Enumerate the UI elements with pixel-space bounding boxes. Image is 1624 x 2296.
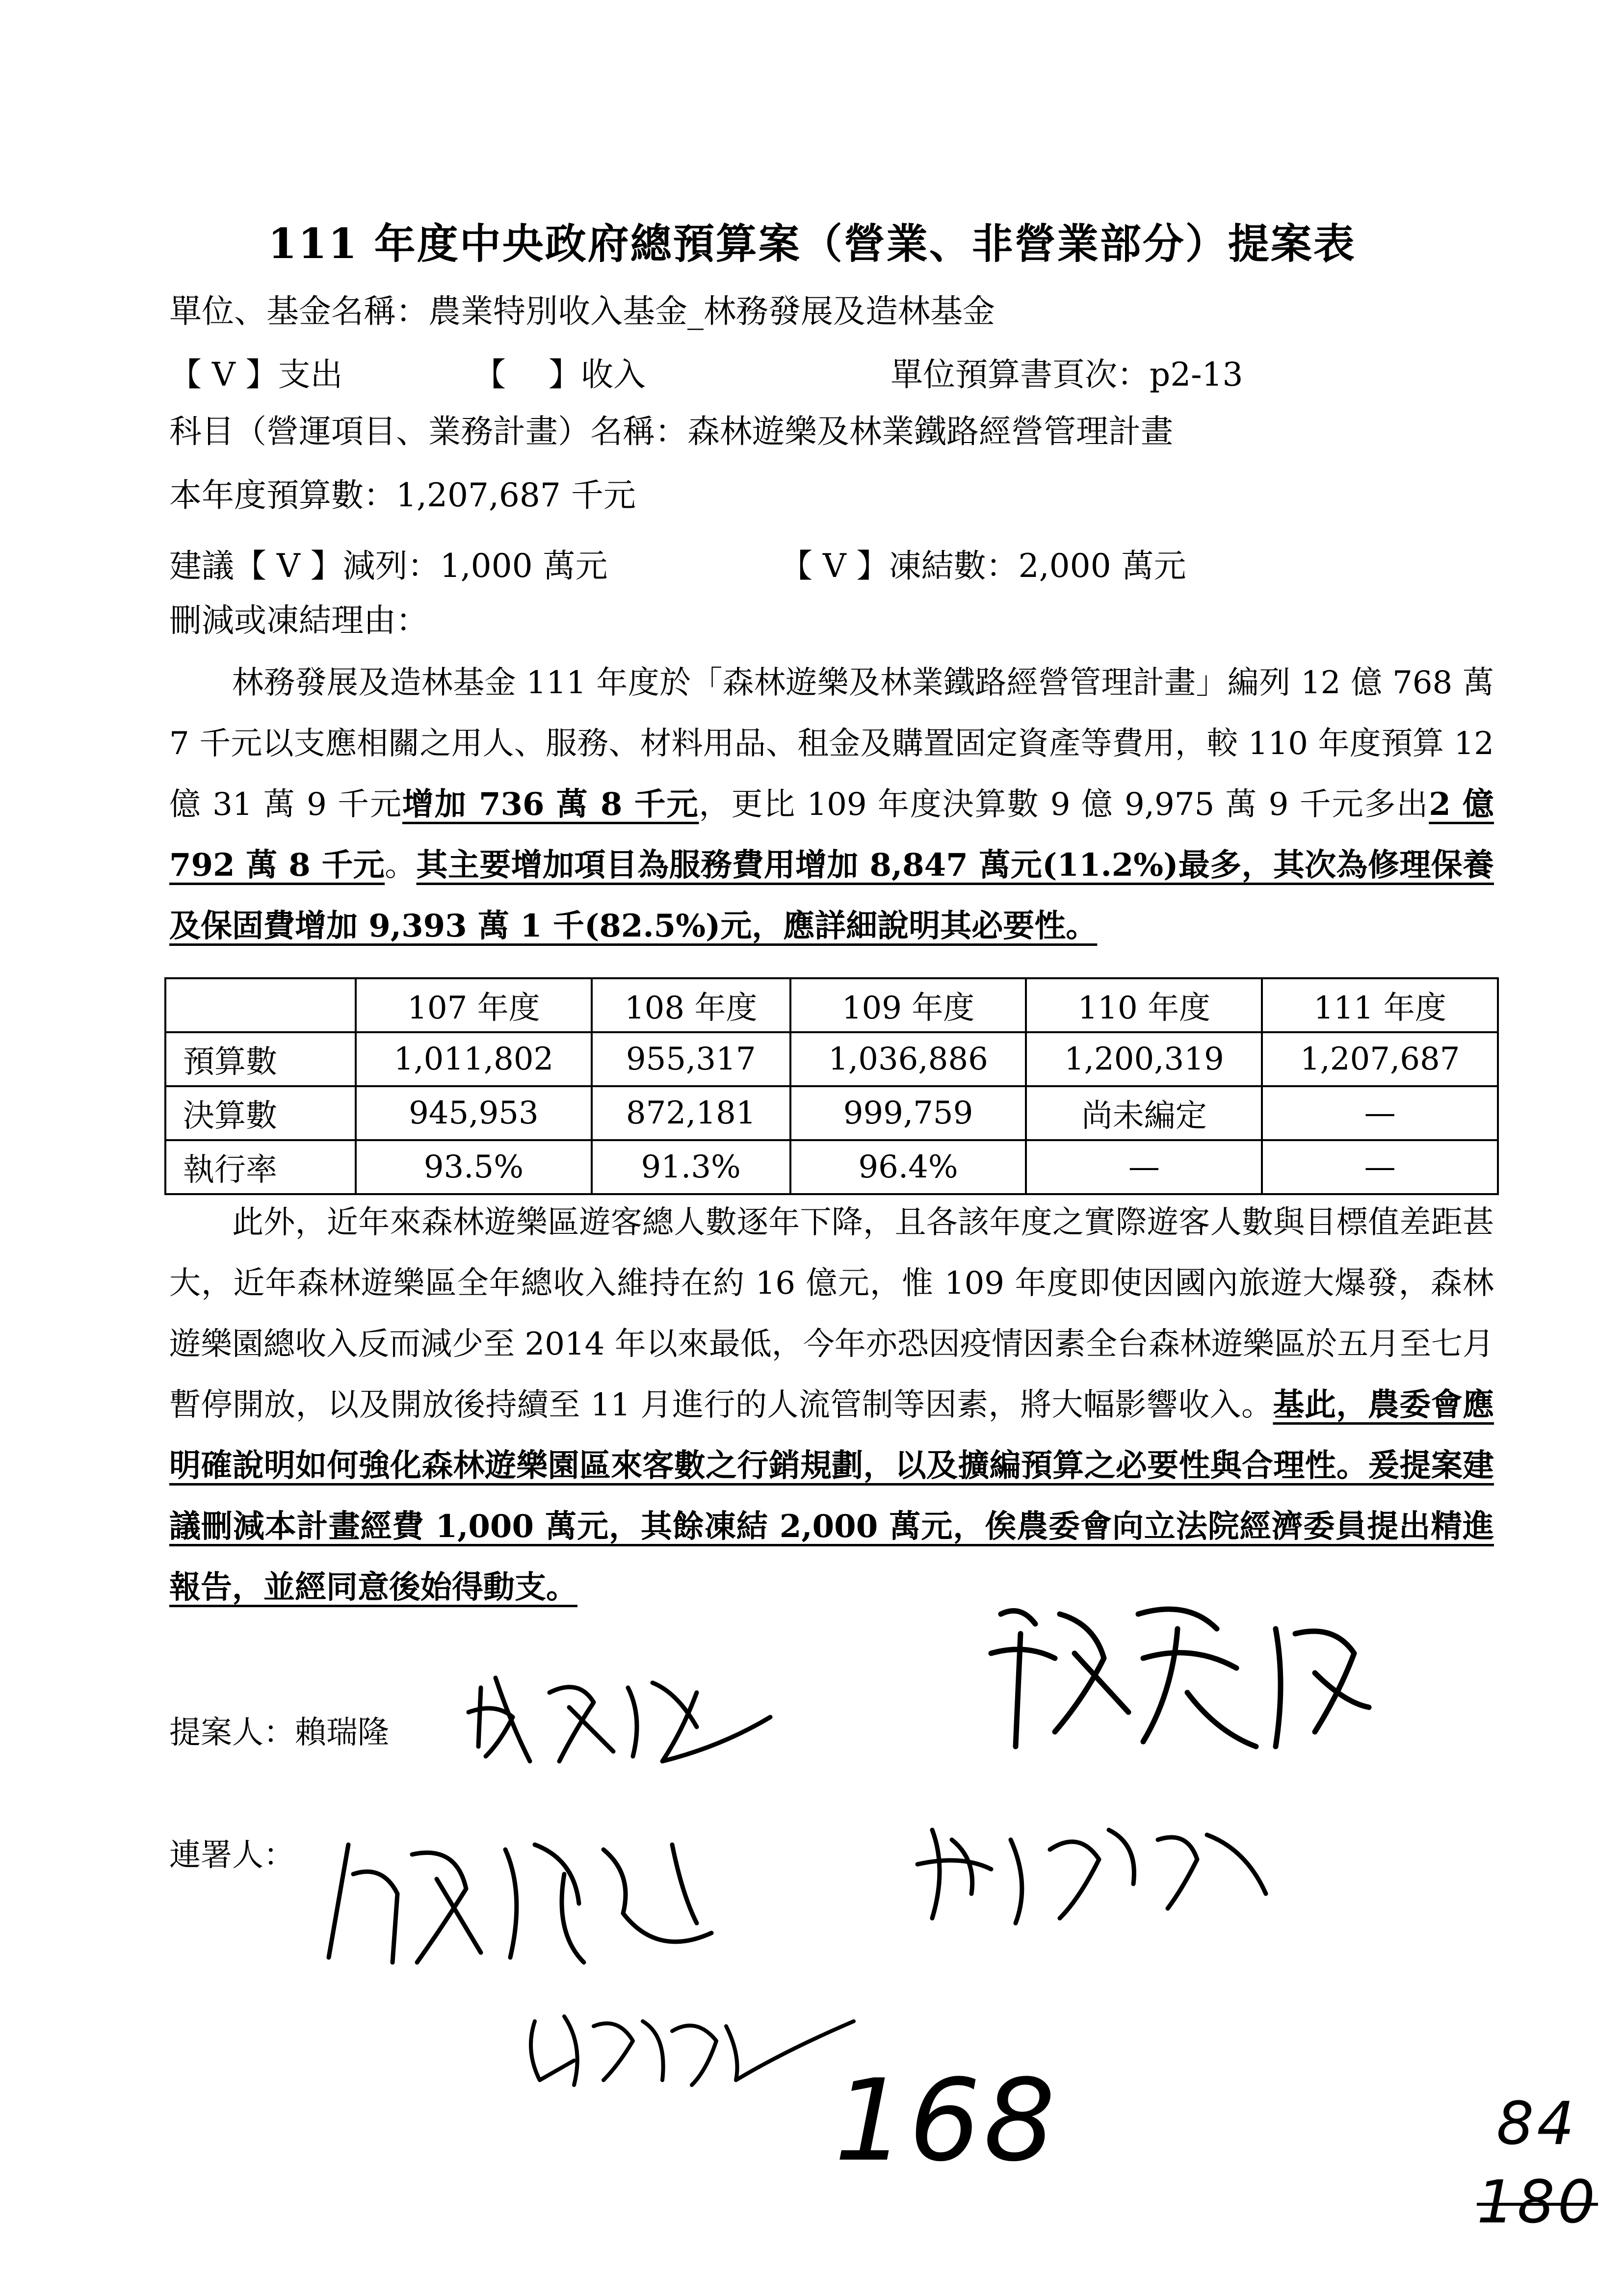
handwritten-corner-number-bottom: 180	[1477, 2168, 1598, 2237]
table-cell: 尚未編定	[1026, 1086, 1262, 1140]
table-cell: 1,207,687	[1262, 1032, 1498, 1086]
table-cell: —	[1262, 1086, 1498, 1140]
table-row-label: 執行率	[165, 1140, 356, 1194]
revenue-checkbox: 【 】收入	[473, 356, 646, 393]
cosigner-label: 連署人：	[169, 1837, 295, 1874]
table-header-row	[165, 978, 1498, 1032]
unit-fund-name: 單位、基金名稱：農業特別收入基金_林務發展及造林基金	[169, 292, 995, 330]
cut-amount: 建議【 V 】減列：1,000 萬元	[169, 547, 608, 585]
p2-text: 此外，近年來森林遊樂區遊客總人數逐年下降，且各該年度之實際遊客人數與目標值差距甚大，近年森林遊樂區全年總收入維持在約 16 億元，惟 109 年度即使因國內旅遊大爆發，森林遊樂園總收入反而減少至 2014 年以來最低，今年亦恐因疫情因素全台森林遊樂區於五月至七月暫停開放，以及開放後持續至 11 月進行的人流管制等因素，將大幅影響收入。	[169, 1204, 1494, 1423]
table-cell: 999,759	[790, 1086, 1026, 1140]
handwritten-corner-number-top: 84	[1496, 2090, 1577, 2158]
table-header-cell	[165, 978, 356, 1032]
cosigner-signature-4	[510, 1987, 883, 2100]
table-cell: —	[1026, 1140, 1262, 1194]
table-row	[165, 1140, 1498, 1194]
table-cell: 945,953	[356, 1086, 592, 1140]
budget-execution-table	[164, 977, 1499, 1195]
p1-increase-highlight: 增加 736 萬 8 千元	[402, 786, 699, 823]
table-header-cell: 108 年度	[592, 978, 790, 1032]
proposer-label: 提案人：賴瑞隆	[169, 1715, 389, 1751]
reason-label: 刪減或凍結理由：	[169, 601, 428, 639]
table-cell: 96.4%	[790, 1140, 1026, 1194]
subject-name: 科目（營運項目、業務計畫）名稱：森林遊樂及林業鐵路經營管理計畫	[169, 413, 1173, 450]
table-cell: 1,036,886	[790, 1032, 1026, 1086]
budget-amount: 本年度預算數：1,207,687 千元	[169, 476, 636, 514]
budget-page-ref: 單位預算書頁次：p2-13	[891, 356, 1243, 393]
p1-text: 林務發展及造林基金 111 年度於「森林遊樂及林業鐵路經營管理計畫」編列 12 億 768 萬 7 千元以支應相關之用人、服務、材料用品、租金及購置固定資產等費用，較 110 年度預算 12 億 31 萬 9 千元	[169, 665, 1494, 823]
proposer-signature	[466, 1658, 834, 1776]
table-cell: —	[1262, 1140, 1498, 1194]
table-cell: 93.5%	[356, 1140, 592, 1194]
p1-text-3: 。	[385, 847, 417, 884]
table-cell: 1,011,802	[356, 1032, 592, 1086]
reason-paragraph-2	[169, 1192, 1494, 1618]
table-cell: 872,181	[592, 1086, 790, 1140]
p1-excess-highlight: 2 億 792 萬 8 千元	[169, 786, 1494, 884]
cosigner-signature-3	[903, 1810, 1276, 1928]
table-cell: 1,200,319	[1026, 1032, 1262, 1086]
p1-text-2: ，更比 109 年度決算數 9 億 9,975 萬 9 千元多出	[699, 786, 1429, 823]
reason-paragraph-1	[169, 652, 1494, 957]
p2-conclusion-highlight: 基此，農委會應明確說明如何強化森林遊樂園區來客數之行銷規劃，以及擴編預算之必要性與合理性。爰提案建議刪減本計畫經費 1,000 萬元，其餘凍結 2,000 萬元，俟農委會向立法院經濟委員提出精進報告，並經同意後始得動支。	[169, 1386, 1494, 1606]
expense-checkbox: 【 V 】支出	[169, 356, 343, 393]
freeze-amount: 【 V 】凍結數：2,000 萬元	[780, 547, 1186, 585]
table-row	[165, 1032, 1498, 1086]
page-title: 111 年度中央政府總預算案（營業、非營業部分）提案表	[268, 219, 1356, 268]
table-header-cell: 107 年度	[356, 978, 592, 1032]
table-header-cell: 109 年度	[790, 978, 1026, 1032]
table-header-cell: 110 年度	[1026, 978, 1262, 1032]
table-row-label: 預算數	[165, 1032, 356, 1086]
table-header-cell: 111 年度	[1262, 978, 1498, 1032]
table-row-label: 決算數	[165, 1086, 356, 1140]
cosigner-signature-2	[319, 1815, 770, 1977]
proposal-row	[169, 540, 1494, 584]
table-cell: 91.3%	[592, 1140, 790, 1194]
table-cell: 955,317	[592, 1032, 790, 1086]
p1-main-items-highlight: 其主要增加項目為服務費用增加 8,847 萬元(11.2%)最多，其次為修理保養及保固費增加 9,393 萬 1 千(82.5%)元，應詳細說明其必要性。	[169, 847, 1494, 944]
cosigner-signature-1	[981, 1585, 1384, 1771]
expense-revenue-row	[169, 348, 1494, 392]
table-row	[165, 1086, 1498, 1140]
handwritten-page-number: 168	[834, 2056, 1058, 2187]
